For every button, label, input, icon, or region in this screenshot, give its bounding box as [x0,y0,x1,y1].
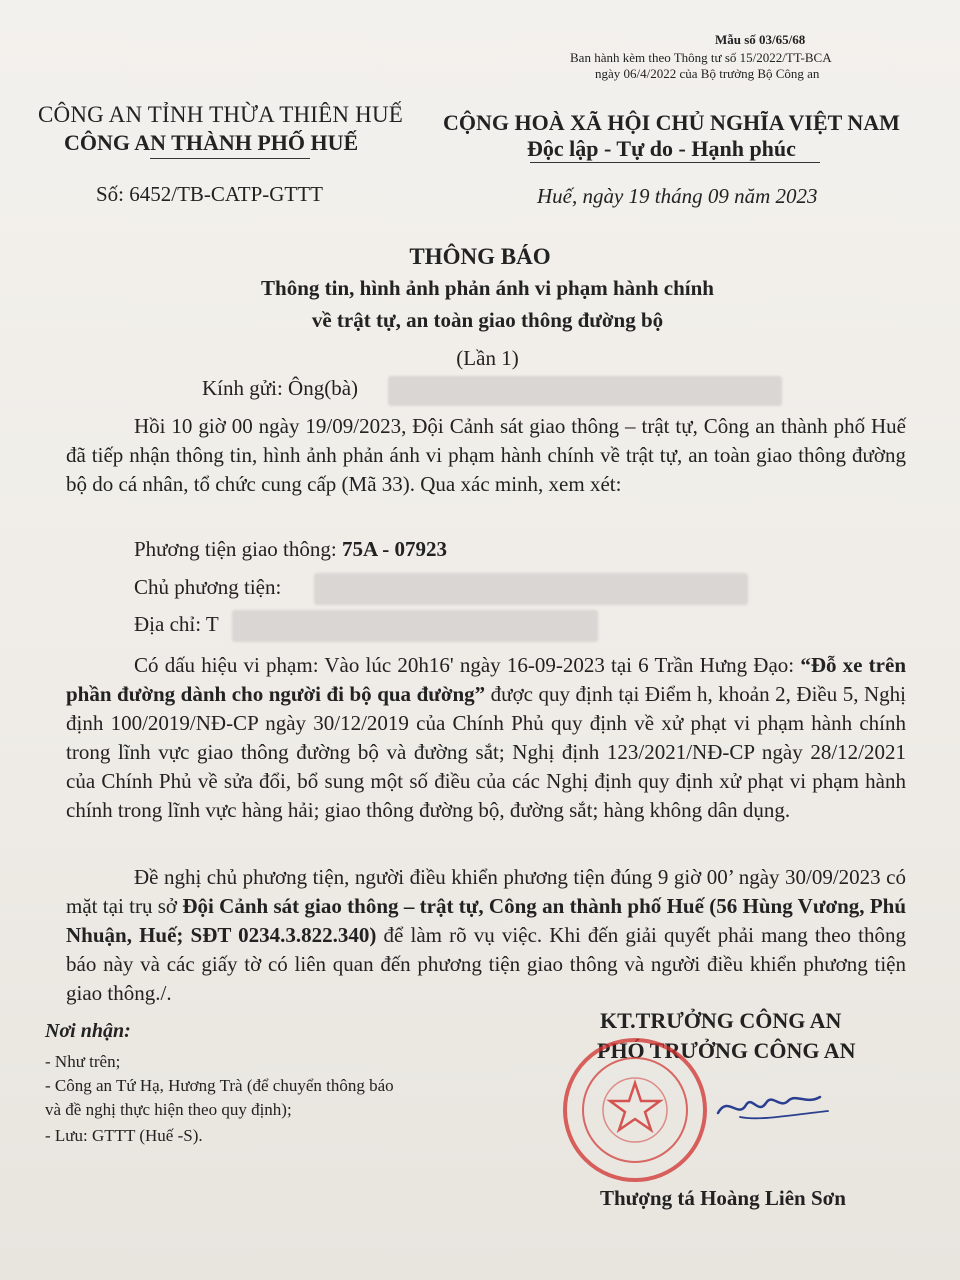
recipient-label: Kính gửi: Ông(bà) [202,376,359,400]
redacted-owner-name [314,573,748,605]
address-label: Địa chỉ: T [134,612,219,636]
redacted-address [232,610,598,642]
request-rest: để làm rõ vụ việc. Khi đến giải quyết phải mang theo thông báo này và các giấy tờ có liên quan đến phương tiện giao thông và người điều khiển phương tiện giao thông./. [66,923,907,1005]
official-seal-icon [560,1035,710,1185]
motto-underline [530,162,820,163]
document-title: THÔNG BÁO [409,244,551,269]
violation-legal-basis: được quy định tại Điểm h, khoản 2, Điều 5, Nghị định 100/2019/NĐ-CP ngày 30/12/2019 của Chính Phủ quy định về xử phạt vi phạm hành chính trong lĩnh vực giao thông đường bộ và đường sắt; Nghị định 123/2021/NĐ-CP ngày 28/12/2021 của Chính Phủ về sửa đổi, bổ sung một số điều của các Nghị định quy định xử phạt vi phạm hành chính trong lĩnh vực hàng hải; giao thông đường bộ, đường sắt; hàng không dân dụng. [66,682,907,822]
issued-by-line1: Ban hành kèm theo Thông tư số 15/2022/TT-BCA [570,50,832,65]
recipient-item-2-cont: và đề nghị thực hiện theo quy định); [45,1100,292,1119]
notice-count: (Lần 1) [456,346,519,370]
vehicle-label: Phương tiện giao thông: [134,537,342,561]
recipient-item-3: - Lưu: GTTT (Huế -S). [45,1126,203,1145]
national-motto: Độc lập - Tự do - Hạnh phúc [527,136,796,161]
signature-authority-1: KT.TRƯỞNG CÔNG AN [600,1008,842,1033]
request-prefix: Đề nghị chủ phương tiện, người điều khiển phương tiện đúng 9 giờ 00’ ngày 30/09/2023 có mặt tại trụ sở [66,865,906,918]
document-date: Huế, ngày 19 tháng 09 năm 2023 [537,184,818,208]
handwritten-signature-icon [710,1075,840,1135]
agency-parent: CÔNG AN TỈNH THỪA THIÊN HUẾ [38,102,404,127]
document-subtitle-1: Thông tin, hình ảnh phản ánh vi phạm hành chính [261,276,714,300]
redacted-recipient-name [388,376,782,406]
agency-underline [150,158,310,159]
request-office: Đội Cảnh sát giao thông – trật tự, Công an thành phố Huế (56 Hùng Vương, Phú Nhuận, Huế; SĐT 0234.3.822.340) [66,894,907,947]
recipient-item-2: - Công an Tứ Hạ, Hương Trà (để chuyển thông báo [45,1076,394,1095]
violation-prefix: Có dấu hiệu vi phạm: Vào lúc 20h16' ngày 16-09-2023 tại 6 Trần Hưng Đạo: [134,653,801,677]
signer-name: Thượng tá Hoàng Liên Sơn [600,1186,846,1210]
national-title: CỘNG HOÀ XÃ HỘI CHỦ NGHĨA VIỆT NAM [443,110,900,135]
vehicle-field [134,537,447,562]
agency-name: CÔNG AN THÀNH PHỐ HUẾ [64,130,359,155]
violation-paragraph [66,651,906,825]
form-number: Mẫu số 03/65/68 [715,32,806,47]
intro-paragraph: Hồi 10 giờ 00 ngày 19/09/2023, Đội Cảnh sát giao thông – trật tự, Công an thành phố Huế đã tiếp nhận thông tin, hình ảnh phản ánh vi phạm hành chính về trật tự, an toàn giao thông đường bộ do cá nhân, tổ chức cung cấp (Mã 33). Qua xác minh, xem xét: [66,414,906,496]
recipients-heading: Nơi nhận: [45,1020,131,1042]
recipient-item-1: - Như trên; [45,1052,121,1071]
vehicle-plate: 75A - 07923 [341,537,447,561]
request-paragraph [66,863,906,1008]
document-subtitle-2: về trật tự, an toàn giao thông đường bộ [311,308,664,332]
violation-quote: “Đỗ xe trên phần đường dành cho người đi bộ qua đường” [66,653,906,706]
document-number: Số: 6452/TB-CATP-GTTT [96,182,323,206]
issued-by-line2: ngày 06/4/2022 của Bộ trưởng Bộ Công an [595,66,820,81]
owner-label: Chủ phương tiện: [134,575,282,599]
signature-authority-2: PHÓ TRƯỞNG CÔNG AN [597,1038,856,1063]
